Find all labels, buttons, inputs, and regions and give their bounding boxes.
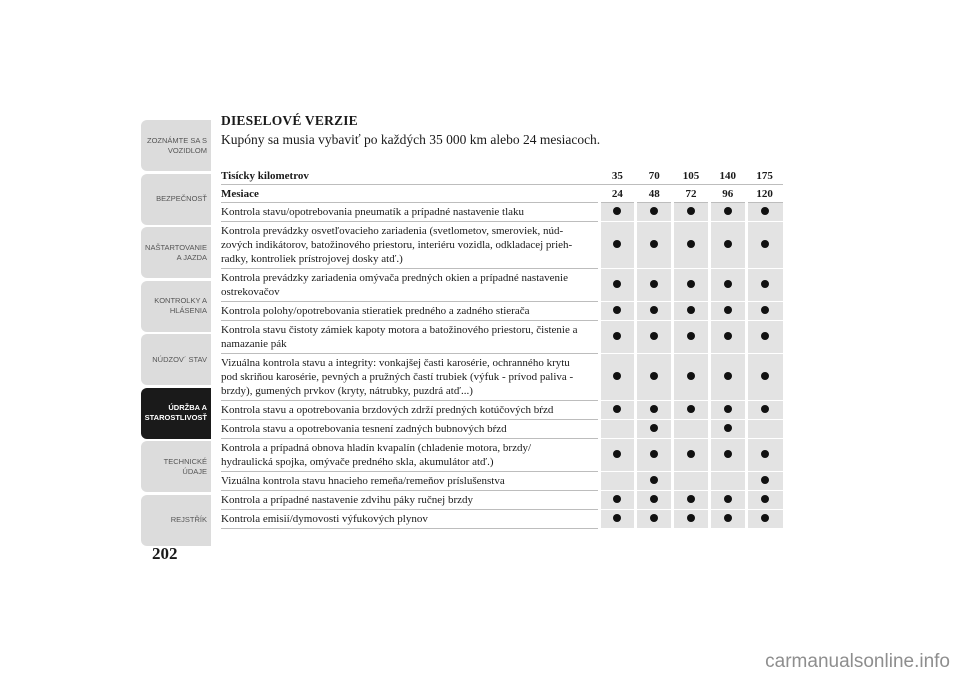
interval-cell — [673, 510, 710, 529]
sidebar-tab-label: NAŠTARTOVANIE A JAZDA — [145, 242, 207, 262]
interval-cell — [599, 222, 636, 269]
check-dot-icon — [613, 514, 621, 522]
interval-cell — [673, 354, 710, 401]
interval-cell — [746, 510, 783, 529]
watermark: carmanualsonline.info — [765, 651, 950, 672]
km-header-row — [221, 167, 783, 185]
row-description: Kontrola stavu čistoty zámiek kapoty motora a batožinového priestoru, čistenie a namazanie pák — [221, 321, 599, 354]
interval-cell — [636, 491, 673, 510]
sidebar-tab[interactable] — [141, 281, 211, 332]
interval-cell — [709, 510, 746, 529]
check-dot-icon — [724, 514, 732, 522]
km-value: 35 — [599, 167, 636, 185]
interval-cell — [746, 491, 783, 510]
km-value: 175 — [746, 167, 783, 185]
check-dot-icon — [687, 207, 695, 215]
table-row — [221, 420, 783, 439]
sidebar-tab[interactable] — [141, 441, 211, 492]
check-dot-icon — [687, 372, 695, 380]
table-row — [221, 354, 783, 401]
interval-cell — [599, 321, 636, 354]
sidebar-tab-label: ZOZNÁMTE SA S VOZIDLOM — [146, 135, 207, 155]
table-row — [221, 491, 783, 510]
section-heading: DIESELOVÉ VERZIE — [221, 113, 358, 128]
interval-cell — [709, 222, 746, 269]
interval-cell — [636, 510, 673, 529]
table-row — [221, 401, 783, 420]
check-dot-icon — [613, 372, 621, 380]
interval-cell — [709, 302, 746, 321]
interval-cell — [636, 269, 673, 302]
row-description: Kontrola emisií/dymovosti výfukových plynov — [221, 510, 599, 529]
interval-cell — [636, 203, 673, 222]
sidebar-tab-label: TECHNICKÉ ÚDAJE — [163, 456, 207, 476]
table-row — [221, 472, 783, 491]
km-value: 70 — [636, 167, 673, 185]
row-description: Vizuálna kontrola stavu a integrity: vonkajšej časti karosérie, ochranného krytu pod skriňou karosérie, pevných a pružných častí trubiek (výfuk - prívod paliva - brzdy), gumených prvkov (kryty, nátrubky, puzdrá atď...) — [221, 354, 599, 401]
interval-cell — [636, 420, 673, 439]
interval-cell — [746, 269, 783, 302]
interval-cell — [709, 354, 746, 401]
interval-cell — [673, 269, 710, 302]
interval-cell — [709, 491, 746, 510]
maintenance-schedule-table — [221, 167, 783, 529]
interval-cell — [636, 321, 673, 354]
sidebar-tab[interactable] — [141, 120, 211, 171]
interval-cell — [709, 203, 746, 222]
check-dot-icon — [650, 405, 658, 413]
check-dot-icon — [724, 240, 732, 248]
check-dot-icon — [761, 240, 769, 248]
check-dot-icon — [650, 280, 658, 288]
check-dot-icon — [613, 240, 621, 248]
interval-cell — [673, 472, 710, 491]
sidebar-tab-label: BEZPEČNOSŤ — [156, 194, 207, 203]
check-dot-icon — [724, 372, 732, 380]
check-dot-icon — [613, 405, 621, 413]
interval-cell — [599, 510, 636, 529]
row-description: Kontrola prevádzky osvetľovacieho zariadenia (svetlometov, smeroviek, núd- zových indikátorov, batožinového priestoru, interiéru vozidla, odkladacej prieh- radky, kontroliek prístrojovej dosky atď.) — [221, 222, 599, 269]
check-dot-icon — [650, 207, 658, 215]
interval-cell — [709, 401, 746, 420]
check-dot-icon — [724, 424, 732, 432]
row-description: Kontrola stavu a opotrebovania brzdových zdrží predných kotúčových bŕzd — [221, 401, 599, 420]
interval-cell — [673, 302, 710, 321]
sidebar-tab[interactable] — [141, 334, 211, 385]
sidebar-tab-label: ÚDRŽBA A STAROSTLIVOSŤ — [144, 403, 207, 422]
check-dot-icon — [650, 450, 658, 458]
row-description: Kontrola stavu/opotrebovania pneumatík a prípadné nastavenie tlaku — [221, 203, 599, 222]
table-row — [221, 203, 783, 222]
interval-cell — [673, 203, 710, 222]
check-dot-icon — [761, 405, 769, 413]
months-value: 24 — [599, 185, 636, 203]
check-dot-icon — [687, 514, 695, 522]
interval-cell — [636, 354, 673, 401]
check-dot-icon — [761, 207, 769, 215]
check-dot-icon — [724, 405, 732, 413]
interval-cell — [746, 354, 783, 401]
check-dot-icon — [761, 332, 769, 340]
row-description: Vizuálna kontrola stavu hnacieho remeňa/remeňov príslušenstva — [221, 472, 599, 491]
check-dot-icon — [724, 495, 732, 503]
check-dot-icon — [687, 240, 695, 248]
table-row — [221, 269, 783, 302]
check-dot-icon — [761, 280, 769, 288]
check-dot-icon — [687, 405, 695, 413]
page-number: 202 — [152, 544, 178, 563]
sidebar-tab[interactable] — [141, 227, 211, 278]
check-dot-icon — [724, 450, 732, 458]
check-dot-icon — [613, 332, 621, 340]
interval-cell — [709, 321, 746, 354]
table-row — [221, 222, 783, 269]
months-value: 72 — [673, 185, 710, 203]
row-description: Kontrola stavu a opotrebovania tesnení zadných bubnových bŕzd — [221, 420, 599, 439]
interval-cell — [599, 439, 636, 472]
interval-cell — [636, 472, 673, 491]
check-dot-icon — [613, 450, 621, 458]
km-value: 140 — [709, 167, 746, 185]
interval-cell — [599, 203, 636, 222]
row-description: Kontrola a prípadná obnova hladín kvapalín (chladenie motora, brzdy/ hydraulická spojka, omývače predného skla, akumulátor atď.) — [221, 439, 599, 472]
check-dot-icon — [650, 240, 658, 248]
schedule-rows — [221, 203, 783, 529]
interval-cell — [599, 302, 636, 321]
interval-cell — [673, 491, 710, 510]
months-value: 48 — [636, 185, 673, 203]
interval-cell — [746, 222, 783, 269]
check-dot-icon — [761, 476, 769, 484]
sidebar-tab-label: KONTROLKY A HLÁSENIA — [154, 296, 207, 315]
interval-cell — [746, 203, 783, 222]
check-dot-icon — [613, 207, 621, 215]
interval-cell — [636, 401, 673, 420]
table-row — [221, 510, 783, 529]
check-dot-icon — [761, 514, 769, 522]
check-dot-icon — [687, 450, 695, 458]
interval-cell — [599, 491, 636, 510]
interval-cell — [709, 439, 746, 472]
sidebar-tab[interactable] — [141, 388, 211, 439]
check-dot-icon — [687, 332, 695, 340]
interval-cell — [636, 302, 673, 321]
check-dot-icon — [650, 495, 658, 503]
row-description: Kontrola polohy/opotrebovania stieratiek predného a zadného stierača — [221, 302, 599, 321]
sidebar-tab[interactable] — [141, 495, 211, 546]
months-header-row — [221, 185, 783, 203]
check-dot-icon — [687, 495, 695, 503]
check-dot-icon — [650, 514, 658, 522]
check-dot-icon — [650, 306, 658, 314]
interval-cell — [673, 439, 710, 472]
interval-cell — [746, 472, 783, 491]
section-intro: Kupóny sa musia vybaviť po každých 35 000 km alebo 24 mesiacoch. — [221, 132, 601, 147]
check-dot-icon — [761, 495, 769, 503]
interval-cell — [746, 439, 783, 472]
check-dot-icon — [613, 495, 621, 503]
interval-cell — [599, 472, 636, 491]
check-dot-icon — [761, 306, 769, 314]
sidebar-tab-label: REJSTŘÍK — [170, 515, 207, 524]
check-dot-icon — [613, 280, 621, 288]
row-description: Kontrola prevádzky zariadenia omývača predných okien a prípadné nastavenie ostrekovačov — [221, 269, 599, 302]
interval-cell — [673, 222, 710, 269]
interval-cell — [709, 472, 746, 491]
months-value: 120 — [746, 185, 783, 203]
check-dot-icon — [724, 280, 732, 288]
interval-cell — [746, 401, 783, 420]
interval-cell — [599, 401, 636, 420]
table-row — [221, 321, 783, 354]
interval-cell — [673, 401, 710, 420]
check-dot-icon — [687, 306, 695, 314]
check-dot-icon — [761, 450, 769, 458]
interval-cell — [709, 269, 746, 302]
sidebar-tab[interactable] — [141, 174, 211, 225]
check-dot-icon — [761, 372, 769, 380]
interval-cell — [746, 302, 783, 321]
check-dot-icon — [650, 476, 658, 484]
interval-cell — [636, 222, 673, 269]
check-dot-icon — [613, 306, 621, 314]
interval-cell — [746, 420, 783, 439]
check-dot-icon — [724, 207, 732, 215]
interval-cell — [673, 420, 710, 439]
check-dot-icon — [650, 424, 658, 432]
interval-cell — [636, 439, 673, 472]
months-label: Mesiace — [221, 185, 599, 203]
check-dot-icon — [650, 332, 658, 340]
section-content — [221, 113, 781, 149]
km-value: 105 — [673, 167, 710, 185]
table-row — [221, 439, 783, 472]
row-description: Kontrola a prípadné nastavenie zdvihu páky ručnej brzdy — [221, 491, 599, 510]
interval-cell — [673, 321, 710, 354]
check-dot-icon — [724, 332, 732, 340]
interval-cell — [599, 269, 636, 302]
months-value: 96 — [709, 185, 746, 203]
interval-cell — [746, 321, 783, 354]
check-dot-icon — [650, 372, 658, 380]
sidebar-tab-label: NÚDZOV´ STAV — [152, 354, 207, 364]
interval-cell — [599, 420, 636, 439]
check-dot-icon — [724, 306, 732, 314]
interval-cell — [709, 420, 746, 439]
km-label: Tisícky kilometrov — [221, 167, 599, 185]
interval-cell — [599, 354, 636, 401]
table-row — [221, 302, 783, 321]
check-dot-icon — [687, 280, 695, 288]
